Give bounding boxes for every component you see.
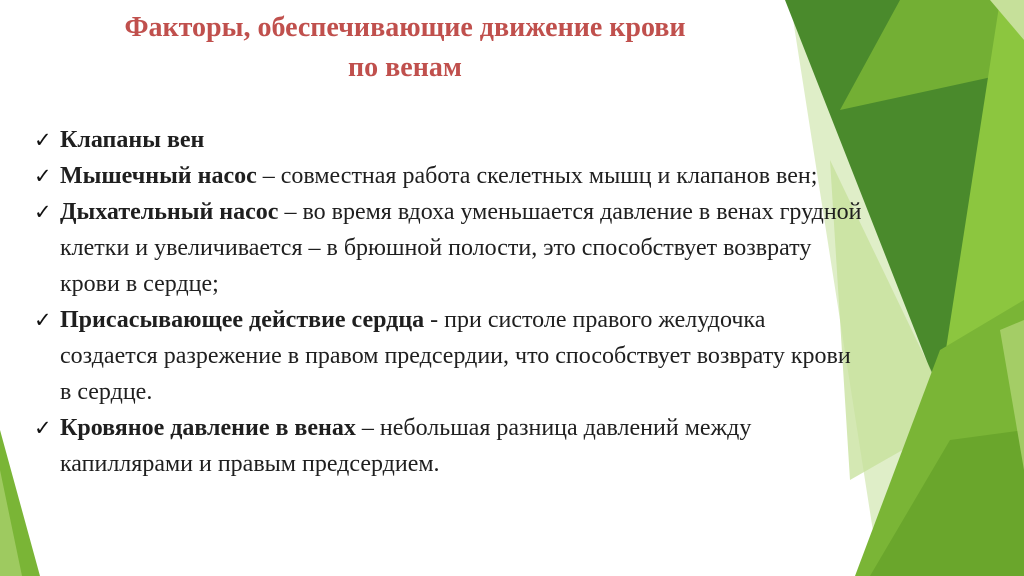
title-line-1: Факторы, обеспечивающие движение крови bbox=[124, 12, 686, 43]
item-text: – небольшая разница давлений между капиллярами и правым предсердием. bbox=[60, 415, 752, 477]
item-term: Клапаны вен bbox=[60, 127, 205, 153]
list-item-venous-pressure bbox=[34, 410, 864, 482]
check-icon: ✓ bbox=[34, 416, 52, 440]
factor-list bbox=[34, 122, 864, 482]
item-term: Дыхательный насос bbox=[60, 199, 279, 225]
item-term: Кровяное давление в венах bbox=[60, 415, 356, 441]
list-item-muscle-pump bbox=[34, 158, 864, 194]
item-text: – во время вдоха уменьшается давление в венах грудной клетки и увеличивается – в брюшной полости, это способствует возврату крови в сердце; bbox=[60, 199, 862, 297]
check-icon: ✓ bbox=[34, 128, 52, 152]
item-term: Присасывающее действие сердца bbox=[60, 307, 425, 333]
list-item-valves bbox=[34, 122, 864, 158]
title-line-2: по венам bbox=[348, 52, 462, 83]
list-item-heart-suction bbox=[34, 302, 864, 410]
list-item-respiratory-pump bbox=[34, 194, 864, 302]
slide-title bbox=[40, 8, 770, 88]
item-text: - при систоле правого желудочка создается разрежение в правом предсердии, что способствует возврату крови в сердце. bbox=[60, 307, 851, 405]
item-text: – совместная работа скелетных мышц и клапанов вен; bbox=[256, 163, 818, 189]
check-icon: ✓ bbox=[34, 308, 52, 332]
check-icon: ✓ bbox=[34, 164, 52, 188]
item-term: Мышечный насос bbox=[60, 163, 257, 189]
check-icon: ✓ bbox=[34, 200, 52, 224]
